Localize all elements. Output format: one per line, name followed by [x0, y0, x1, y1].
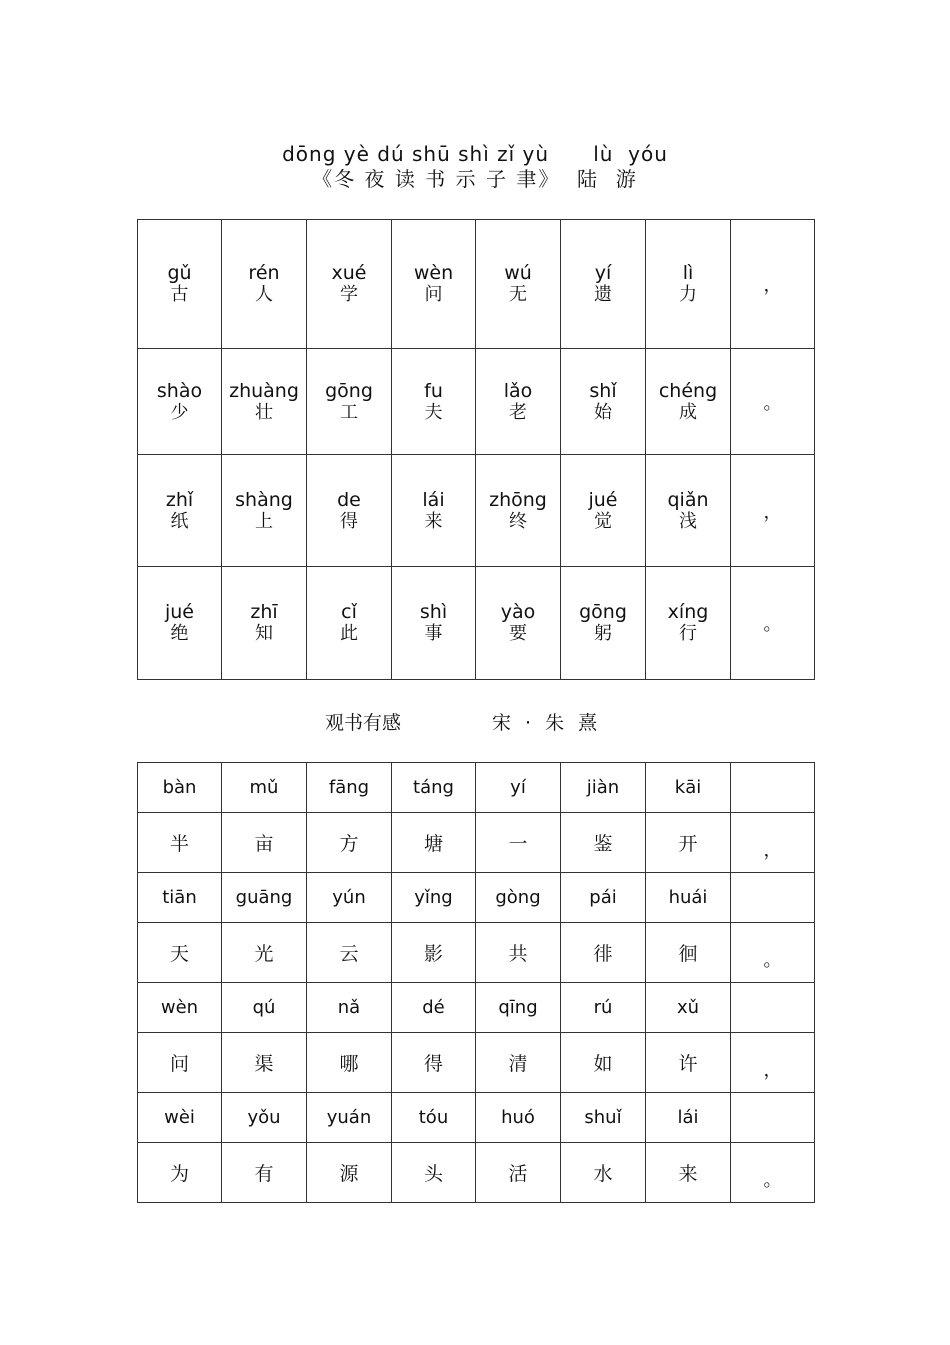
- pinyin-text: shàng: [235, 488, 293, 511]
- hanzi-cell: 有: [222, 1143, 307, 1203]
- hanzi-cell: 开: [646, 813, 731, 873]
- pinyin-text: jué: [588, 488, 618, 511]
- hanzi-cell: 许: [646, 1033, 731, 1093]
- pinyin-text: zhī: [250, 601, 278, 623]
- punctuation: ，: [731, 455, 815, 567]
- hanzi-text: 事: [424, 623, 443, 644]
- poem2-pinyin-row: [138, 1093, 815, 1143]
- hanzi-cell: 清: [476, 1033, 561, 1093]
- pinyin-cell: wèi: [138, 1093, 222, 1143]
- hanzi-text: 无: [509, 284, 527, 305]
- pinyin-text: yí: [594, 262, 612, 284]
- poem1-title-pinyin: dōng yè dú shū shì zǐ yù lù yóu: [282, 142, 668, 166]
- hanzi-text: 得: [340, 510, 358, 532]
- poem1-cell: [646, 567, 731, 680]
- hanzi-text: 浅: [679, 510, 697, 532]
- punctuation: 。: [731, 923, 815, 983]
- punctuation: 。: [731, 1143, 815, 1203]
- hanzi-text: 壮: [255, 401, 273, 423]
- pinyin-text: de: [337, 488, 361, 511]
- hanzi-cell: 渠: [222, 1033, 307, 1093]
- poem1-title-hanzi: 《冬 夜 读 书 示 子 聿》 陆 游: [312, 167, 638, 191]
- poem1-cell: [307, 349, 392, 455]
- pinyin-cell: qú: [222, 983, 307, 1033]
- punctuation: 。: [731, 567, 815, 680]
- poem1-cell: [561, 220, 646, 349]
- empty-cell: [731, 1093, 815, 1143]
- pinyin-text: fu: [424, 379, 443, 402]
- hanzi-cell: 鉴: [561, 813, 646, 873]
- poem1-cell: [307, 220, 392, 349]
- pinyin-text: gōng: [325, 379, 373, 402]
- pinyin-cell: guāng: [222, 873, 307, 923]
- hanzi-text: 学: [340, 284, 358, 305]
- pinyin-text: lì: [682, 262, 694, 284]
- poem1-cell: [138, 455, 222, 567]
- hanzi-text: 躬: [594, 623, 612, 644]
- poem2-hanzi-row: [138, 923, 815, 983]
- poem2-author: 宋 · 朱 熹: [492, 712, 602, 734]
- pinyin-cell: xǔ: [646, 983, 731, 1033]
- pinyin-text: shào: [156, 379, 203, 402]
- hanzi-text: 力: [679, 284, 697, 305]
- poem1-cell: [138, 220, 222, 349]
- pinyin-cell: yǒu: [222, 1093, 307, 1143]
- poem1-row: [138, 455, 815, 567]
- pinyin-cell: yún: [307, 873, 392, 923]
- hanzi-text: 古: [170, 284, 189, 305]
- poem1-cell: [561, 455, 646, 567]
- poem1-cell: [222, 349, 307, 455]
- poem1-cell: [222, 455, 307, 567]
- hanzi-text: 问: [424, 284, 443, 305]
- hanzi-cell: 徊: [646, 923, 731, 983]
- pinyin-text: lǎo: [503, 379, 533, 402]
- hanzi-cell: 云: [307, 923, 392, 983]
- hanzi-text: 终: [509, 510, 527, 532]
- hanzi-cell: 来: [646, 1143, 731, 1203]
- poem2-pinyin-row: [138, 873, 815, 923]
- pinyin-text: wú: [504, 262, 532, 284]
- pinyin-cell: dé: [392, 983, 476, 1033]
- poem2-hanzi-row: [138, 813, 815, 873]
- pinyin-cell: bàn: [138, 763, 222, 813]
- poem1-row: [138, 567, 815, 680]
- poem1-cell: [476, 455, 561, 567]
- pinyin-cell: táng: [392, 763, 476, 813]
- poem1-cell: [392, 455, 476, 567]
- pinyin-cell: mǔ: [222, 763, 307, 813]
- pinyin-cell: huó: [476, 1093, 561, 1143]
- hanzi-text: 来: [424, 510, 443, 532]
- hanzi-cell: 源: [307, 1143, 392, 1203]
- hanzi-text: 成: [679, 401, 697, 423]
- hanzi-text: 遗: [594, 284, 612, 305]
- poem2-title-name: 观书有感: [325, 712, 402, 734]
- pinyin-text: yào: [500, 601, 536, 623]
- hanzi-text: 工: [340, 401, 358, 423]
- poem1-grid: [137, 219, 815, 680]
- pinyin-cell: yuán: [307, 1093, 392, 1143]
- pinyin-text: cǐ: [341, 601, 357, 623]
- hanzi-cell: 问: [138, 1033, 222, 1093]
- poem1-cell: [561, 349, 646, 455]
- pinyin-cell: shuǐ: [561, 1093, 646, 1143]
- empty-cell: [731, 983, 815, 1033]
- pinyin-cell: qīng: [476, 983, 561, 1033]
- pinyin-text: qiǎn: [667, 488, 709, 511]
- pinyin-cell: huái: [646, 873, 731, 923]
- poem1-cell: [222, 220, 307, 349]
- pinyin-text: jué: [164, 601, 194, 623]
- poem2-grid: [137, 762, 815, 1203]
- poem1-cell: [138, 349, 222, 455]
- hanzi-cell: 塘: [392, 813, 476, 873]
- hanzi-cell: 影: [392, 923, 476, 983]
- hanzi-text: 夫: [424, 401, 443, 423]
- poem2-pinyin-row: [138, 763, 815, 813]
- poem2-hanzi-row: [138, 1033, 815, 1093]
- pinyin-text: gǔ: [167, 262, 192, 284]
- pinyin-text: wèn: [413, 262, 454, 284]
- poem1-row: [138, 220, 815, 349]
- poem1-cell: [561, 567, 646, 680]
- punctuation: 。: [731, 349, 815, 455]
- pinyin-cell: nǎ: [307, 983, 392, 1033]
- pinyin-cell: yǐng: [392, 873, 476, 923]
- hanzi-cell: 得: [392, 1033, 476, 1093]
- poem1-cell: [392, 220, 476, 349]
- hanzi-text: 纸: [170, 510, 189, 532]
- poem1-cell: [476, 567, 561, 680]
- pinyin-text: zhuàng: [229, 379, 299, 402]
- punctuation: ，: [731, 1033, 815, 1093]
- hanzi-cell: 方: [307, 813, 392, 873]
- hanzi-cell: 如: [561, 1033, 646, 1093]
- poem1-row: [138, 349, 815, 455]
- hanzi-cell: 亩: [222, 813, 307, 873]
- hanzi-cell: 天: [138, 923, 222, 983]
- hanzi-text: 老: [509, 401, 527, 423]
- poem1-cell: [476, 349, 561, 455]
- poem1-cell: [646, 349, 731, 455]
- pinyin-text: shǐ: [589, 379, 617, 402]
- hanzi-cell: 哪: [307, 1033, 392, 1093]
- hanzi-cell: 活: [476, 1143, 561, 1203]
- punctuation: ，: [731, 220, 815, 349]
- hanzi-text: 人: [255, 284, 273, 305]
- hanzi-cell: 水: [561, 1143, 646, 1203]
- pinyin-text: zhōng: [489, 488, 547, 511]
- pinyin-cell: tóu: [392, 1093, 476, 1143]
- empty-cell: [731, 763, 815, 813]
- pinyin-cell: gòng: [476, 873, 561, 923]
- hanzi-text: 知: [255, 623, 273, 644]
- hanzi-cell: 半: [138, 813, 222, 873]
- hanzi-text: 上: [255, 510, 273, 532]
- pinyin-cell: yí: [476, 763, 561, 813]
- poem1-cell: [392, 567, 476, 680]
- poem1-cell: [476, 220, 561, 349]
- pinyin-text: gōng: [579, 601, 627, 623]
- hanzi-text: 少: [170, 401, 189, 423]
- pinyin-text: zhǐ: [165, 488, 194, 511]
- hanzi-text: 觉: [594, 510, 612, 532]
- hanzi-cell: 头: [392, 1143, 476, 1203]
- pinyin-cell: rú: [561, 983, 646, 1033]
- poem1-title: [0, 142, 950, 192]
- pinyin-cell: wèn: [138, 983, 222, 1033]
- pinyin-text: xué: [331, 262, 367, 284]
- pinyin-cell: pái: [561, 873, 646, 923]
- punctuation: ，: [731, 813, 815, 873]
- hanzi-cell: 徘: [561, 923, 646, 983]
- hanzi-text: 绝: [170, 623, 189, 644]
- pinyin-text: rén: [248, 262, 280, 284]
- hanzi-text: 此: [340, 623, 358, 644]
- hanzi-cell: 光: [222, 923, 307, 983]
- hanzi-cell: 共: [476, 923, 561, 983]
- poem1-cell: [392, 349, 476, 455]
- hanzi-text: 行: [679, 623, 697, 644]
- pinyin-cell: jiàn: [561, 763, 646, 813]
- empty-cell: [731, 873, 815, 923]
- hanzi-text: 要: [509, 623, 527, 644]
- poem1-cell: [138, 567, 222, 680]
- poem2-pinyin-row: [138, 983, 815, 1033]
- pinyin-cell: kāi: [646, 763, 731, 813]
- poem1-cell: [307, 567, 392, 680]
- pinyin-cell: lái: [646, 1093, 731, 1143]
- pinyin-text: lái: [422, 488, 445, 511]
- poem1-cell: [646, 220, 731, 349]
- pinyin-text: xíng: [667, 601, 709, 623]
- pinyin-cell: fāng: [307, 763, 392, 813]
- hanzi-cell: 为: [138, 1143, 222, 1203]
- poem1-cell: [646, 455, 731, 567]
- hanzi-text: 始: [594, 401, 612, 423]
- poem1-cell: [307, 455, 392, 567]
- hanzi-cell: 一: [476, 813, 561, 873]
- pinyin-text: chéng: [658, 379, 718, 402]
- pinyin-text: shì: [419, 601, 448, 623]
- pinyin-cell: tiān: [138, 873, 222, 923]
- poem2-hanzi-row: [138, 1143, 815, 1203]
- poem1-cell: [222, 567, 307, 680]
